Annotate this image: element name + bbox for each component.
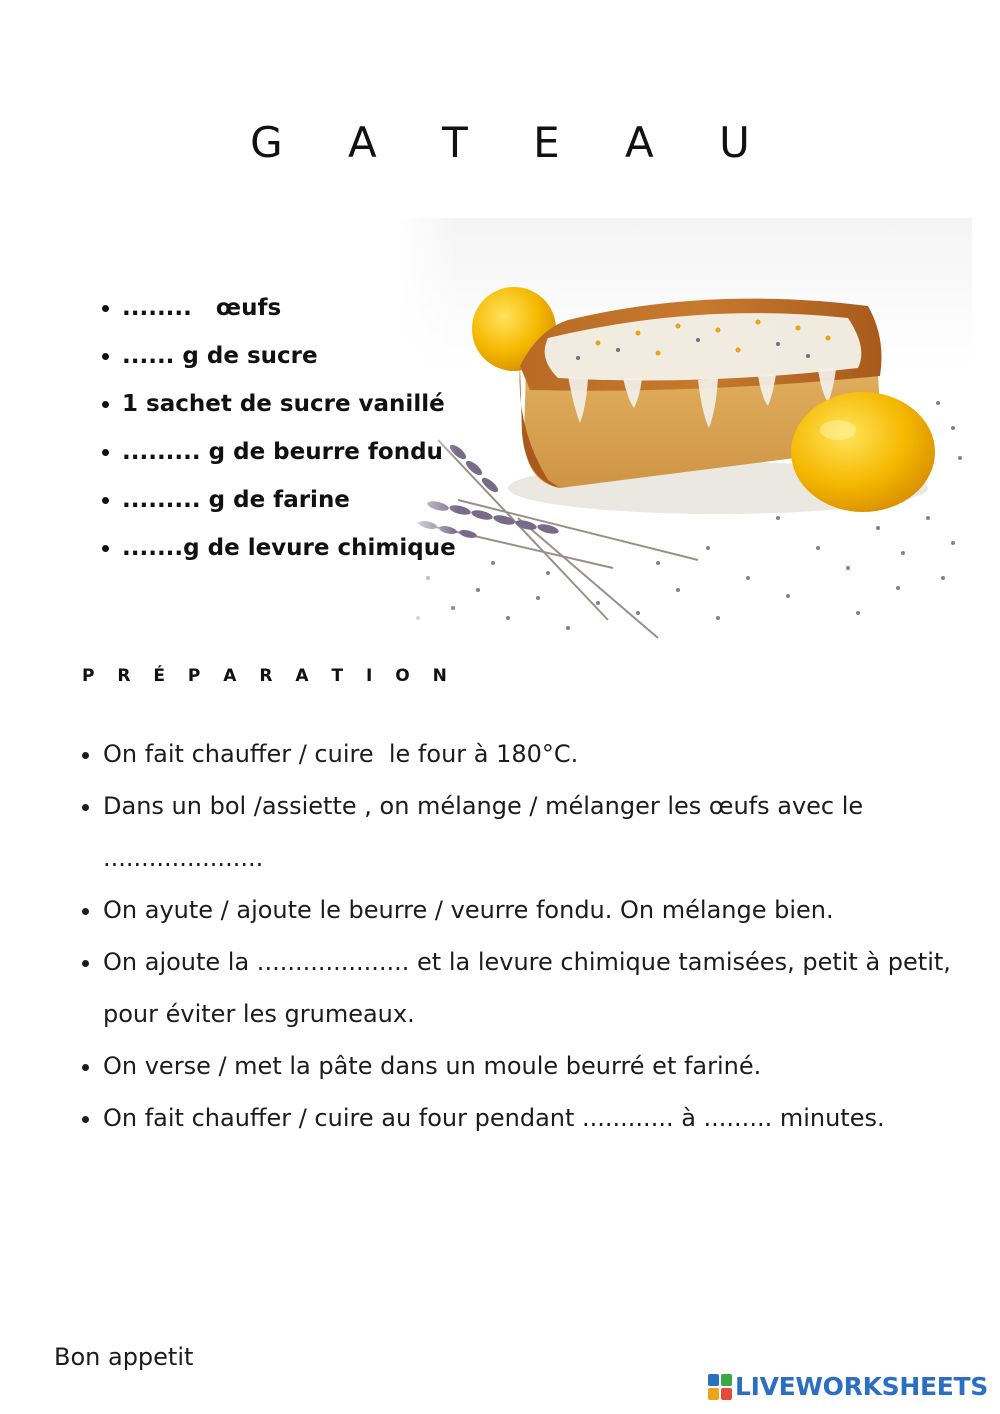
preparation-step: • On ayute / ajoute le beurre / veurre fondu. On mélange bien.: [103, 884, 953, 936]
preparation-step: • On fait chauffer / cuire le four à 180°C.: [103, 728, 953, 780]
liveworksheets-brand: [708, 1372, 988, 1401]
ingredient-item: • .......g de levure chimique: [122, 524, 456, 572]
worksheet-title: G A T E A U: [250, 118, 776, 167]
preparation-step: • On verse / met la pâte dans un moule beurré et fariné.: [103, 1040, 953, 1092]
preparation-step: • Dans un bol /assiette , on mélange / mélanger les œufs avec le .....................: [103, 780, 953, 884]
preparation-step: • On fait chauffer / cuire au four pendant ............ à ......... minutes.: [103, 1092, 953, 1144]
ingredient-item: • ...... g de sucre: [122, 332, 456, 380]
liveworksheets-logo-icon: [708, 1374, 732, 1400]
closing-text: Bon appetit: [54, 1343, 194, 1371]
preparation-steps: [72, 728, 959, 1144]
brand-name: LIVEWORKSHEETS: [734, 1372, 988, 1401]
ingredient-item: • ......... g de farine: [122, 476, 456, 524]
preparation-step: • On ajoute la .................... et la levure chimique tamisées, petit à petit, pour éviter les grumeaux.: [103, 936, 953, 1040]
ingredient-item: • ......... g de beurre fondu: [122, 428, 456, 476]
ingredient-item: • ........ œufs: [122, 284, 456, 332]
lemon-cake-illustration: [398, 218, 972, 650]
lemon-cake-photo: [398, 218, 972, 650]
preparation-heading: P R É P A R A T I O N: [82, 666, 456, 686]
ingredient-item: • 1 sachet de sucre vanillé: [122, 380, 456, 428]
ingredient-list: [92, 284, 456, 572]
